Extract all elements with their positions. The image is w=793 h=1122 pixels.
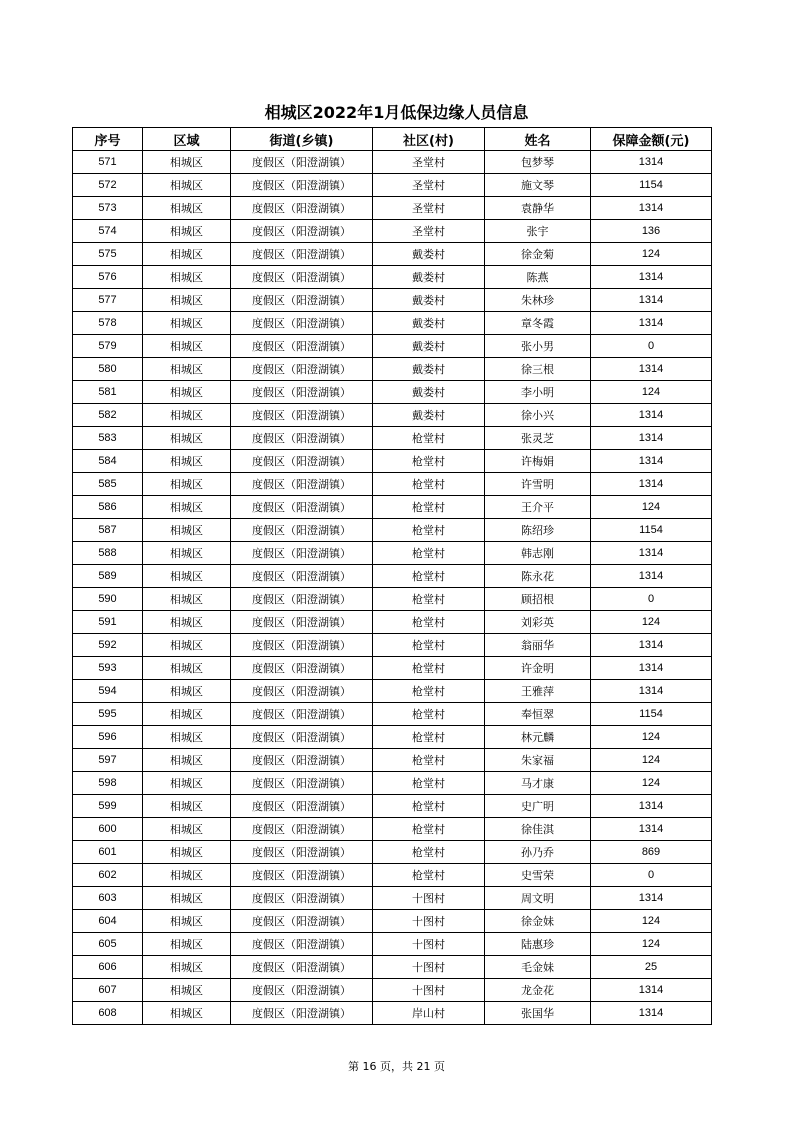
cell-index: 598 [73, 772, 143, 795]
cell-amount: 1154 [591, 174, 712, 197]
cell-street: 度假区（阳澄湖镇） [231, 289, 373, 312]
cell-district: 相城区 [143, 657, 231, 680]
cell-community: 戴娄村 [373, 312, 485, 335]
cell-district: 相城区 [143, 427, 231, 450]
data-table [72, 127, 712, 1025]
cell-community: 枪堂村 [373, 634, 485, 657]
cell-name: 陈永花 [485, 565, 591, 588]
cell-name: 徐金菊 [485, 243, 591, 266]
cell-amount: 1314 [591, 565, 712, 588]
column-header-community: 社区(村) [373, 128, 485, 151]
cell-index: 571 [73, 151, 143, 174]
table-row [73, 266, 712, 289]
cell-name: 张小男 [485, 335, 591, 358]
cell-district: 相城区 [143, 289, 231, 312]
cell-amount: 1314 [591, 473, 712, 496]
cell-name: 许金明 [485, 657, 591, 680]
cell-district: 相城区 [143, 634, 231, 657]
cell-amount: 0 [591, 864, 712, 887]
cell-district: 相城区 [143, 243, 231, 266]
cell-street: 度假区（阳澄湖镇） [231, 588, 373, 611]
cell-district: 相城区 [143, 588, 231, 611]
table-row [73, 220, 712, 243]
table-row [73, 197, 712, 220]
table-row [73, 381, 712, 404]
cell-district: 相城区 [143, 887, 231, 910]
cell-community: 枪堂村 [373, 565, 485, 588]
cell-name: 陈绍珍 [485, 519, 591, 542]
cell-name: 周文明 [485, 887, 591, 910]
cell-name: 林元麟 [485, 726, 591, 749]
cell-district: 相城区 [143, 312, 231, 335]
table-row [73, 542, 712, 565]
cell-amount: 1314 [591, 818, 712, 841]
cell-index: 580 [73, 358, 143, 381]
cell-amount: 124 [591, 772, 712, 795]
table-header [73, 128, 712, 151]
cell-community: 枪堂村 [373, 519, 485, 542]
cell-index: 602 [73, 864, 143, 887]
cell-index: 607 [73, 979, 143, 1002]
cell-street: 度假区（阳澄湖镇） [231, 151, 373, 174]
cell-index: 579 [73, 335, 143, 358]
cell-amount: 1314 [591, 151, 712, 174]
table-row [73, 174, 712, 197]
cell-name: 奉恒翠 [485, 703, 591, 726]
cell-community: 圣堂村 [373, 220, 485, 243]
table-row [73, 795, 712, 818]
cell-district: 相城区 [143, 749, 231, 772]
cell-community: 十图村 [373, 910, 485, 933]
cell-street: 度假区（阳澄湖镇） [231, 220, 373, 243]
cell-district: 相城区 [143, 565, 231, 588]
cell-community: 枪堂村 [373, 496, 485, 519]
cell-index: 586 [73, 496, 143, 519]
cell-name: 史广明 [485, 795, 591, 818]
cell-amount: 1314 [591, 887, 712, 910]
cell-district: 相城区 [143, 151, 231, 174]
table-row [73, 427, 712, 450]
cell-community: 圣堂村 [373, 197, 485, 220]
cell-district: 相城区 [143, 703, 231, 726]
cell-community: 枪堂村 [373, 818, 485, 841]
table-row [73, 312, 712, 335]
cell-street: 度假区（阳澄湖镇） [231, 749, 373, 772]
table-row [73, 358, 712, 381]
cell-name: 朱家福 [485, 749, 591, 772]
cell-amount: 124 [591, 933, 712, 956]
cell-community: 枪堂村 [373, 542, 485, 565]
cell-amount: 1314 [591, 680, 712, 703]
cell-index: 599 [73, 795, 143, 818]
cell-name: 韩志刚 [485, 542, 591, 565]
cell-community: 枪堂村 [373, 726, 485, 749]
cell-amount: 0 [591, 335, 712, 358]
cell-street: 度假区（阳澄湖镇） [231, 864, 373, 887]
cell-index: 588 [73, 542, 143, 565]
table-row [73, 749, 712, 772]
cell-name: 包梦琴 [485, 151, 591, 174]
cell-index: 596 [73, 726, 143, 749]
cell-street: 度假区（阳澄湖镇） [231, 404, 373, 427]
cell-street: 度假区（阳澄湖镇） [231, 266, 373, 289]
cell-community: 枪堂村 [373, 473, 485, 496]
cell-street: 度假区（阳澄湖镇） [231, 335, 373, 358]
cell-street: 度假区（阳澄湖镇） [231, 197, 373, 220]
cell-community: 枪堂村 [373, 703, 485, 726]
column-header-amount: 保障金额(元) [591, 128, 712, 151]
cell-name: 陆惠珍 [485, 933, 591, 956]
cell-community: 枪堂村 [373, 749, 485, 772]
cell-amount: 1154 [591, 519, 712, 542]
cell-name: 袁静华 [485, 197, 591, 220]
cell-index: 606 [73, 956, 143, 979]
cell-district: 相城区 [143, 795, 231, 818]
cell-district: 相城区 [143, 680, 231, 703]
cell-street: 度假区（阳澄湖镇） [231, 726, 373, 749]
cell-amount: 1314 [591, 312, 712, 335]
cell-name: 张国华 [485, 1002, 591, 1025]
cell-street: 度假区（阳澄湖镇） [231, 956, 373, 979]
cell-street: 度假区（阳澄湖镇） [231, 910, 373, 933]
cell-name: 马才康 [485, 772, 591, 795]
cell-community: 戴娄村 [373, 358, 485, 381]
cell-street: 度假区（阳澄湖镇） [231, 243, 373, 266]
cell-name: 王雅萍 [485, 680, 591, 703]
cell-index: 595 [73, 703, 143, 726]
cell-street: 度假区（阳澄湖镇） [231, 381, 373, 404]
cell-district: 相城区 [143, 910, 231, 933]
cell-community: 戴娄村 [373, 266, 485, 289]
cell-name: 张灵芝 [485, 427, 591, 450]
cell-district: 相城区 [143, 933, 231, 956]
cell-district: 相城区 [143, 818, 231, 841]
cell-street: 度假区（阳澄湖镇） [231, 933, 373, 956]
cell-district: 相城区 [143, 174, 231, 197]
table-row [73, 611, 712, 634]
cell-amount: 1314 [591, 795, 712, 818]
cell-amount: 1314 [591, 266, 712, 289]
cell-street: 度假区（阳澄湖镇） [231, 634, 373, 657]
cell-amount: 1314 [591, 197, 712, 220]
cell-amount: 0 [591, 588, 712, 611]
cell-name: 朱林珍 [485, 289, 591, 312]
cell-community: 枪堂村 [373, 588, 485, 611]
cell-index: 597 [73, 749, 143, 772]
cell-index: 573 [73, 197, 143, 220]
cell-name: 徐金妹 [485, 910, 591, 933]
table-row [73, 657, 712, 680]
cell-district: 相城区 [143, 1002, 231, 1025]
table-row [73, 680, 712, 703]
cell-name: 毛金妹 [485, 956, 591, 979]
cell-name: 徐小兴 [485, 404, 591, 427]
cell-amount: 1314 [591, 358, 712, 381]
cell-community: 十图村 [373, 933, 485, 956]
cell-amount: 124 [591, 381, 712, 404]
cell-amount: 124 [591, 243, 712, 266]
cell-district: 相城区 [143, 266, 231, 289]
cell-street: 度假区（阳澄湖镇） [231, 979, 373, 1002]
cell-name: 王介平 [485, 496, 591, 519]
cell-community: 十图村 [373, 956, 485, 979]
cell-street: 度假区（阳澄湖镇） [231, 542, 373, 565]
cell-name: 施文琴 [485, 174, 591, 197]
table-row [73, 289, 712, 312]
cell-index: 603 [73, 887, 143, 910]
cell-district: 相城区 [143, 358, 231, 381]
table-row [73, 864, 712, 887]
cell-index: 590 [73, 588, 143, 611]
cell-amount: 1314 [591, 979, 712, 1002]
cell-community: 戴娄村 [373, 289, 485, 312]
cell-street: 度假区（阳澄湖镇） [231, 358, 373, 381]
cell-name: 章冬霞 [485, 312, 591, 335]
table-row [73, 887, 712, 910]
cell-community: 枪堂村 [373, 772, 485, 795]
cell-street: 度假区（阳澄湖镇） [231, 680, 373, 703]
cell-street: 度假区（阳澄湖镇） [231, 312, 373, 335]
cell-street: 度假区（阳澄湖镇） [231, 887, 373, 910]
cell-amount: 869 [591, 841, 712, 864]
cell-name: 孙乃乔 [485, 841, 591, 864]
cell-index: 593 [73, 657, 143, 680]
cell-index: 591 [73, 611, 143, 634]
cell-community: 枪堂村 [373, 450, 485, 473]
cell-amount: 1314 [591, 634, 712, 657]
page-footer: 第 16 页，共 21 页 [348, 1060, 445, 1073]
table-row [73, 979, 712, 1002]
cell-community: 圣堂村 [373, 174, 485, 197]
cell-community: 戴娄村 [373, 404, 485, 427]
cell-district: 相城区 [143, 864, 231, 887]
cell-amount: 124 [591, 749, 712, 772]
table-row [73, 933, 712, 956]
table-row [73, 818, 712, 841]
cell-street: 度假区（阳澄湖镇） [231, 795, 373, 818]
cell-amount: 136 [591, 220, 712, 243]
cell-amount: 1314 [591, 542, 712, 565]
cell-street: 度假区（阳澄湖镇） [231, 841, 373, 864]
cell-name: 龙金花 [485, 979, 591, 1002]
cell-district: 相城区 [143, 772, 231, 795]
cell-index: 577 [73, 289, 143, 312]
cell-amount: 124 [591, 910, 712, 933]
cell-amount: 1314 [591, 657, 712, 680]
cell-district: 相城区 [143, 611, 231, 634]
cell-district: 相城区 [143, 841, 231, 864]
cell-district: 相城区 [143, 381, 231, 404]
cell-district: 相城区 [143, 197, 231, 220]
cell-amount: 124 [591, 496, 712, 519]
table-row [73, 565, 712, 588]
cell-street: 度假区（阳澄湖镇） [231, 565, 373, 588]
cell-amount: 1314 [591, 289, 712, 312]
page-title: 相城区2022年1月低保边缘人员信息 [264, 103, 529, 122]
table-body [73, 151, 712, 1025]
cell-amount: 1154 [591, 703, 712, 726]
cell-community: 枪堂村 [373, 611, 485, 634]
cell-name: 张宇 [485, 220, 591, 243]
cell-index: 585 [73, 473, 143, 496]
cell-index: 594 [73, 680, 143, 703]
cell-index: 578 [73, 312, 143, 335]
cell-street: 度假区（阳澄湖镇） [231, 496, 373, 519]
cell-street: 度假区（阳澄湖镇） [231, 772, 373, 795]
column-header-name: 姓名 [485, 128, 591, 151]
cell-community: 戴娄村 [373, 381, 485, 404]
table-row [73, 588, 712, 611]
cell-community: 枪堂村 [373, 427, 485, 450]
cell-index: 601 [73, 841, 143, 864]
table-row [73, 473, 712, 496]
cell-index: 604 [73, 910, 143, 933]
table-row [73, 335, 712, 358]
cell-street: 度假区（阳澄湖镇） [231, 818, 373, 841]
cell-community: 圣堂村 [373, 151, 485, 174]
cell-district: 相城区 [143, 473, 231, 496]
cell-street: 度假区（阳澄湖镇） [231, 427, 373, 450]
table-row [73, 1002, 712, 1025]
cell-amount: 1314 [591, 427, 712, 450]
cell-community: 岸山村 [373, 1002, 485, 1025]
header-row [73, 128, 712, 151]
cell-district: 相城区 [143, 542, 231, 565]
cell-index: 605 [73, 933, 143, 956]
table-row [73, 910, 712, 933]
table-row [73, 956, 712, 979]
cell-district: 相城区 [143, 220, 231, 243]
cell-index: 583 [73, 427, 143, 450]
cell-district: 相城区 [143, 726, 231, 749]
table-row [73, 519, 712, 542]
cell-name: 顾招根 [485, 588, 591, 611]
cell-amount: 124 [591, 611, 712, 634]
cell-street: 度假区（阳澄湖镇） [231, 519, 373, 542]
cell-index: 581 [73, 381, 143, 404]
cell-community: 十图村 [373, 979, 485, 1002]
cell-street: 度假区（阳澄湖镇） [231, 1002, 373, 1025]
cell-district: 相城区 [143, 450, 231, 473]
cell-district: 相城区 [143, 496, 231, 519]
table-row [73, 496, 712, 519]
cell-index: 574 [73, 220, 143, 243]
cell-amount: 124 [591, 726, 712, 749]
cell-street: 度假区（阳澄湖镇） [231, 473, 373, 496]
cell-community: 戴娄村 [373, 243, 485, 266]
cell-community: 枪堂村 [373, 841, 485, 864]
column-header-index: 序号 [73, 128, 143, 151]
cell-district: 相城区 [143, 335, 231, 358]
column-header-street: 街道(乡镇) [231, 128, 373, 151]
cell-name: 李小明 [485, 381, 591, 404]
table-row [73, 841, 712, 864]
table-row [73, 243, 712, 266]
cell-district: 相城区 [143, 404, 231, 427]
cell-community: 枪堂村 [373, 680, 485, 703]
cell-amount: 1314 [591, 1002, 712, 1025]
cell-name: 陈燕 [485, 266, 591, 289]
cell-name: 翁丽华 [485, 634, 591, 657]
column-header-district: 区域 [143, 128, 231, 151]
cell-amount: 25 [591, 956, 712, 979]
cell-district: 相城区 [143, 979, 231, 1002]
cell-name: 徐佳淇 [485, 818, 591, 841]
cell-name: 许梅娟 [485, 450, 591, 473]
cell-index: 584 [73, 450, 143, 473]
cell-district: 相城区 [143, 956, 231, 979]
cell-index: 608 [73, 1002, 143, 1025]
cell-community: 戴娄村 [373, 335, 485, 358]
cell-street: 度假区（阳澄湖镇） [231, 657, 373, 680]
cell-index: 600 [73, 818, 143, 841]
cell-index: 575 [73, 243, 143, 266]
cell-index: 589 [73, 565, 143, 588]
cell-name: 徐三根 [485, 358, 591, 381]
cell-street: 度假区（阳澄湖镇） [231, 611, 373, 634]
cell-community: 枪堂村 [373, 864, 485, 887]
cell-index: 576 [73, 266, 143, 289]
cell-index: 592 [73, 634, 143, 657]
cell-community: 十图村 [373, 887, 485, 910]
cell-amount: 1314 [591, 450, 712, 473]
cell-index: 572 [73, 174, 143, 197]
cell-amount: 1314 [591, 404, 712, 427]
cell-name: 史雪荣 [485, 864, 591, 887]
cell-street: 度假区（阳澄湖镇） [231, 703, 373, 726]
cell-index: 587 [73, 519, 143, 542]
cell-name: 许雪明 [485, 473, 591, 496]
cell-street: 度假区（阳澄湖镇） [231, 450, 373, 473]
table-row [73, 726, 712, 749]
cell-community: 枪堂村 [373, 657, 485, 680]
cell-community: 枪堂村 [373, 795, 485, 818]
cell-name: 刘彩英 [485, 611, 591, 634]
table-row [73, 634, 712, 657]
table-row [73, 404, 712, 427]
table-row [73, 772, 712, 795]
table-row [73, 151, 712, 174]
cell-index: 582 [73, 404, 143, 427]
table-row [73, 450, 712, 473]
cell-district: 相城区 [143, 519, 231, 542]
cell-street: 度假区（阳澄湖镇） [231, 174, 373, 197]
table-row [73, 703, 712, 726]
